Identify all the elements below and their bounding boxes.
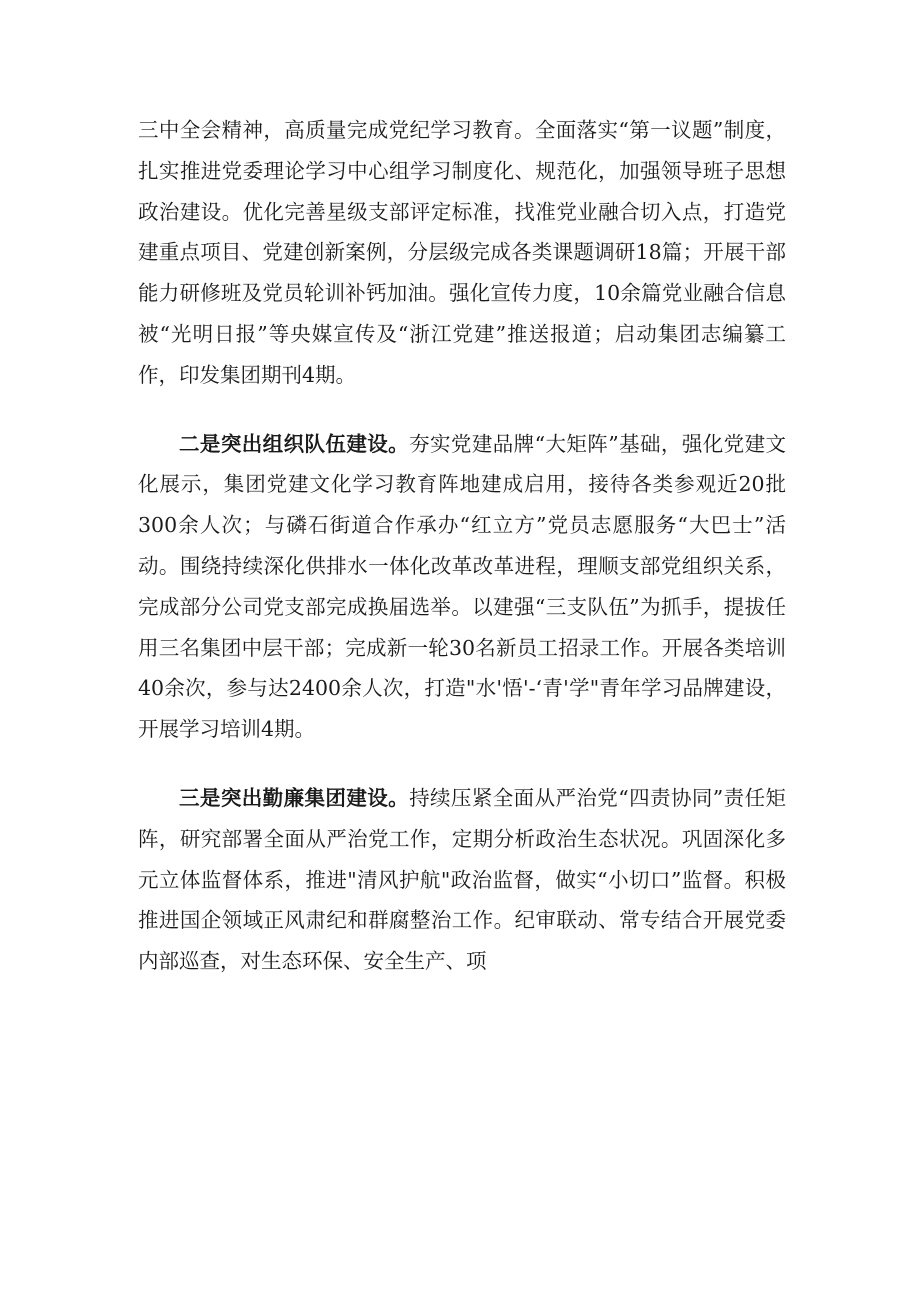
document-body — [138, 110, 786, 1010]
paragraph-3-lead: 三是突出勤廉集团建设。 — [179, 785, 410, 810]
paragraph-2 — [138, 424, 786, 750]
paragraph-1-text: 三中全会精神，高质量完成党纪学习教育。全面落实“第一议题”制度，扎实推进党委理论学习中心组学习制度化、规范化，加强领导班子思想政治建设。优化完善星级支部评定标准，找准党业融合切入点，打造党建重点项目、党建创新案例，分层级完成各类课题调研18篇；开展干部能力研修班及党员轮训补钙加油。强化宣传力度，10余篇党业融合信息被“光明日报”等央媒宣传及“浙江党建”推送报道；启动集团志编纂工作，印发集团期刊4期。 — [138, 118, 786, 387]
paragraph-1 — [138, 110, 786, 396]
paragraph-3 — [138, 778, 786, 982]
paragraph-2-lead: 二是突出组织队伍建设。 — [179, 431, 410, 456]
paragraph-2-text: 夯实党建品牌“大矩阵”基础，强化党建文化展示，集团党建文化学习教育阵地建成启用，接待各类参观近20批300余人次；与磷石街道合作承办“红立方”党员志愿服务“大巴士”活动。围绕持续深化供排水一体化改革改革进程，理顺支部党组织关系，完成部分公司党支部完成换届选举。以建强“三支队伍”为抓手，提拔任用三名集团中层干部；完成新一轮30名新员工招录工作。开展各类培训40余次，参与达2400余人次，打造"水'悟'-‘青'学"青年学习品牌建设，开展学习培训4期。 — [138, 431, 787, 742]
paragraph-3-text: 持续压紧全面从严治党“四责协同”责任矩阵，研究部署全面从严治党工作，定期分析政治生态状况。巩固深化多元立体监督体系，推进"清风护航"政治监督，做实“小切口”监督。积极推进国企领域正风肃纪和群腐整治工作。纪审联动、常专结合开展党委内部巡查，对生态环保、安全生产、项 — [138, 785, 787, 974]
